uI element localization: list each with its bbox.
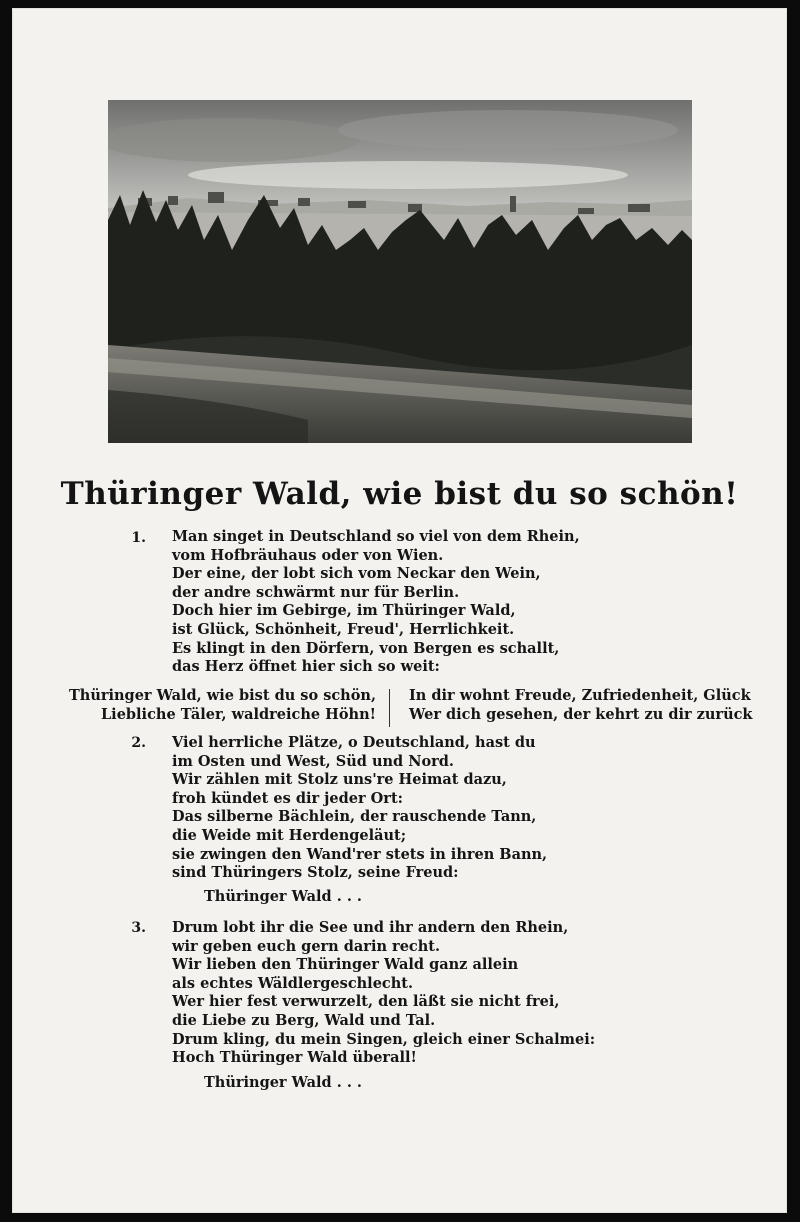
verse-line: ist Glück, Schönheit, Freud', Herrlichkeit. [172, 620, 515, 638]
forest-village-image [108, 100, 692, 443]
chorus-line: Thüringer Wald, wie bist du so schön, [68, 687, 376, 704]
verse-number: 1. [131, 530, 146, 546]
verse-line: froh kündet es dir jeder Ort: [172, 789, 403, 807]
verse-line: sie zwingen den Wand'rer stets in ihren Bann, [172, 845, 548, 863]
landscape-photo [108, 100, 692, 443]
chorus-right-column [409, 686, 752, 724]
verse-line: sind Thüringers Stolz, seine Freud: [172, 864, 459, 882]
song-title: Thüringer Wald, wie bist du so schön! [60, 476, 739, 512]
verse-2-lines [172, 734, 547, 883]
chorus [24, 686, 776, 734]
verse-number: 2. [131, 735, 146, 751]
verse-line: das Herz öffnet hier sich so weit: [172, 658, 440, 676]
postcard [12, 8, 787, 1213]
verse-line: Drum lobt ihr die See und ihr andern den Rhein, [172, 919, 569, 936]
verse-line: Wir lieben den Thüringer Wald ganz allein [172, 956, 519, 974]
chorus-line: Wer dich gesehen, der kehrt zu dir zurück [409, 706, 753, 723]
verse-line: Wer hier fest verwurzelt, den läßt sie nicht frei, [172, 993, 560, 1011]
verse-line: Man singet in Deutschland so viel von dem Rhein, [172, 528, 580, 545]
verse-line: Hoch Thüringer Wald überall! [172, 1049, 417, 1067]
verse-line: Doch hier im Gebirge, im Thüringer Wald, [172, 602, 516, 620]
verse-1-lines [172, 528, 580, 677]
verse-line: Drum kling, du mein Singen, gleich einer Schalmei: [172, 1030, 596, 1048]
verse-line: Das silberne Bächlein, der rauschende Tann, [172, 808, 537, 826]
chorus-left-column [69, 686, 376, 724]
verse-number: 3. [131, 920, 146, 936]
verse-line: als echtes Wäldlergeschlecht. [172, 974, 414, 992]
chorus-line: In dir wohnt Freude, Zufriedenheit, Glück [409, 687, 751, 704]
verse-line: wir geben euch gern darin recht. [172, 937, 441, 955]
refrain-cue: Thüringer Wald . . . [204, 888, 362, 905]
verse-line: Es klingt in den Dörfern, von Bergen es schallt, [172, 639, 560, 657]
verse-line: die Liebe zu Berg, Wald und Tal. [172, 1011, 436, 1029]
refrain-cue: Thüringer Wald . . . [204, 1074, 362, 1091]
verse-line: der andre schwärmt nur für Berlin. [172, 583, 460, 601]
verse-line: die Weide mit Herdengeläut; [172, 826, 407, 844]
verse-3-lines [172, 919, 595, 1068]
verse-line: Der eine, der lobt sich vom Neckar den Wein, [172, 565, 541, 583]
verse-line: Viel herrliche Plätze, o Deutschland, hast du [172, 734, 536, 751]
chorus-line: Liebliche Täler, waldreiche Höhn! [100, 706, 376, 723]
verse-line: Wir zählen mit Stolz uns're Heimat dazu, [172, 771, 507, 789]
chorus-divider [389, 689, 390, 727]
verse-line: vom Hofbräuhaus oder von Wien. [172, 546, 444, 564]
verse-line: im Osten und West, Süd und Nord. [172, 752, 454, 770]
